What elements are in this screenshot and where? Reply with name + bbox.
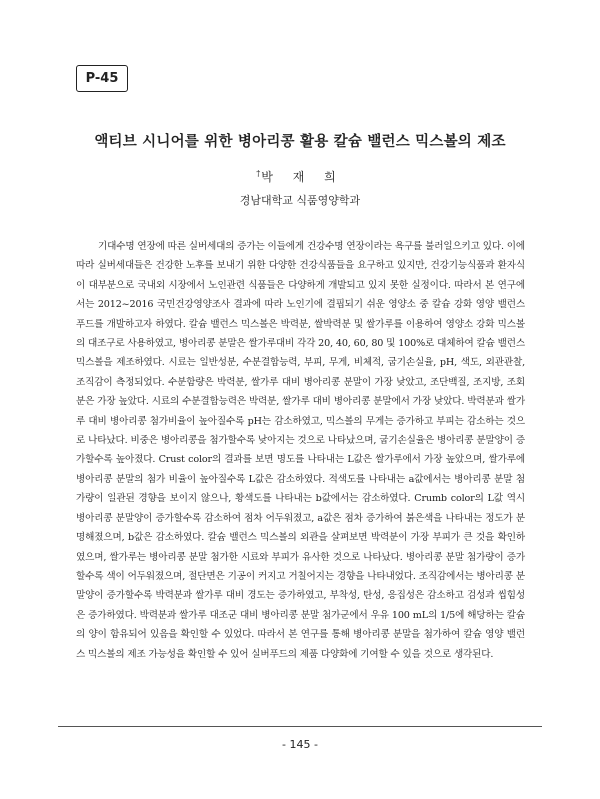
footer-divider xyxy=(58,726,542,727)
author-line xyxy=(60,168,540,185)
author-name: 박 재 희 xyxy=(261,170,344,184)
corresponding-author-mark: † xyxy=(256,169,261,178)
author-affiliation: 경남대학교 식품영양학과 xyxy=(239,194,361,207)
poster-id-badge: P-45 xyxy=(76,65,128,92)
page-number: - 145 - xyxy=(282,738,318,751)
abstract-body: 기대수명 연장에 따른 실버세대의 증가는 이들에게 건강수명 연장이라는 욕구를 불러일으키고 있다. 이에 따라 실버세대들은 건강한 노후를 보내기 위한 다양한 건강식품들을 요구하고 있지만, 건강기능식품과 환자식이 대부분으로 국내외 시장에서 노인관련 식품들은 다양하게 개발되고 있지 못한 실정이다. 따라서 본 연구에서는 2012~2016 국민건강영양조사 결과에 따라 노인기에 결핍되기 쉬운 영양소 중 칼슘 강화 영양 밸런스 푸드를 개발하고자 하였다. 칼슘 밸런스 믹스볼은 박력분, 쌀박력분 및 쌀가루를 이용하여 영양소 강화 믹스볼의 대조구로 사용하였고, 병아리콩 분말은 쌀가루대비 각각 20, 40, 60, 80 및 100%로 대체하여 칼슘 밸런스 믹스볼을 제조하였다. 시료는 일반성분, 수분결합능력, 부피, 무게, 비체적, 굽기손실율, pH, 색도, 외관관찰, 조직감이 측정되었다. 수분함량은 박력분, 쌀가루 대비 병아리콩 분말이 가장 낮았고, 조단백질, 조지방, 조회분은 가장 높았다. 시료의 수분결합능력은 박력분, 쌀가루 대비 병아리콩 분말에서 가장 낮았다. 박력분과 쌀가루 대비 병아리콩 첨가비율이 높아질수록 pH는 감소하였고, 믹스볼의 무게는 증가하고 부피는 감소하는 것으로 나타났다. 비중은 병아리콩을 첨가할수록 낮아지는 것으로 나타났으며, 굽기손실율은 병아리콩 분말양이 증가할수록 높아졌다. Crust color의 결과를 보면 명도를 나타내는 L값은 쌀가루에서 가장 높았으며, 쌀가루에 병아리콩 분말의 첨가 비율이 높아질수록 L값은 감소하였다. 적색도를 나타내는 a값에서는 병아리콩 분말 첨가량이 일관된 경향을 보이지 않으나, 황색도를 나타내는 b값에서는 감소하였다. Crumb color의 L값 역시 병아리콩 분말양이 증가할수록 감소하여 점차 어두워졌고, a값은 점차 증가하여 붉은색을 나타내는 정도가 분명해졌으며, b값은 감소하였다. 칼슘 밸런스 믹스볼의 외관을 살펴보면 박력분이 가장 부피가 큰 것을 확인하였으며, 쌀가루는 병아리콩 분말 첨가한 시료와 부피가 유사한 것으로 나타났다. 병아리콩 분말 첨가량이 증가할수록 색이 어두워졌으며, 절단면은 기공이 커지고 거칠어지는 경향을 나타내었다. 조직감에서는 병아리콩 분말양이 증가할수록 박력분과 쌀가루 대비 경도는 증가하였고, 부착성, 탄성, 응집성은 감소하고 검성과 씹힘성은 증가하였다. 박력분과 쌀가루 대조군 대비 병아리콩 분말 첨가군에서 우유 100 mL의 1/5에 해당하는 칼슘의 양이 함유되어 있음을 확인할 수 있었다. 따라서 본 연구를 통해 병아리콩 분말을 첨가하여 칼슘 영양 밸런스 믹스볼의 제조 가능성을 확인할 수 있어 실버푸드의 제품 다양화에 기여할 수 있을 것으로 생각된다. xyxy=(76,241,525,660)
paper-title: 액티브 시니어를 위한 병아리콩 활용 칼슘 밸런스 믹스볼의 제조 xyxy=(94,134,506,150)
